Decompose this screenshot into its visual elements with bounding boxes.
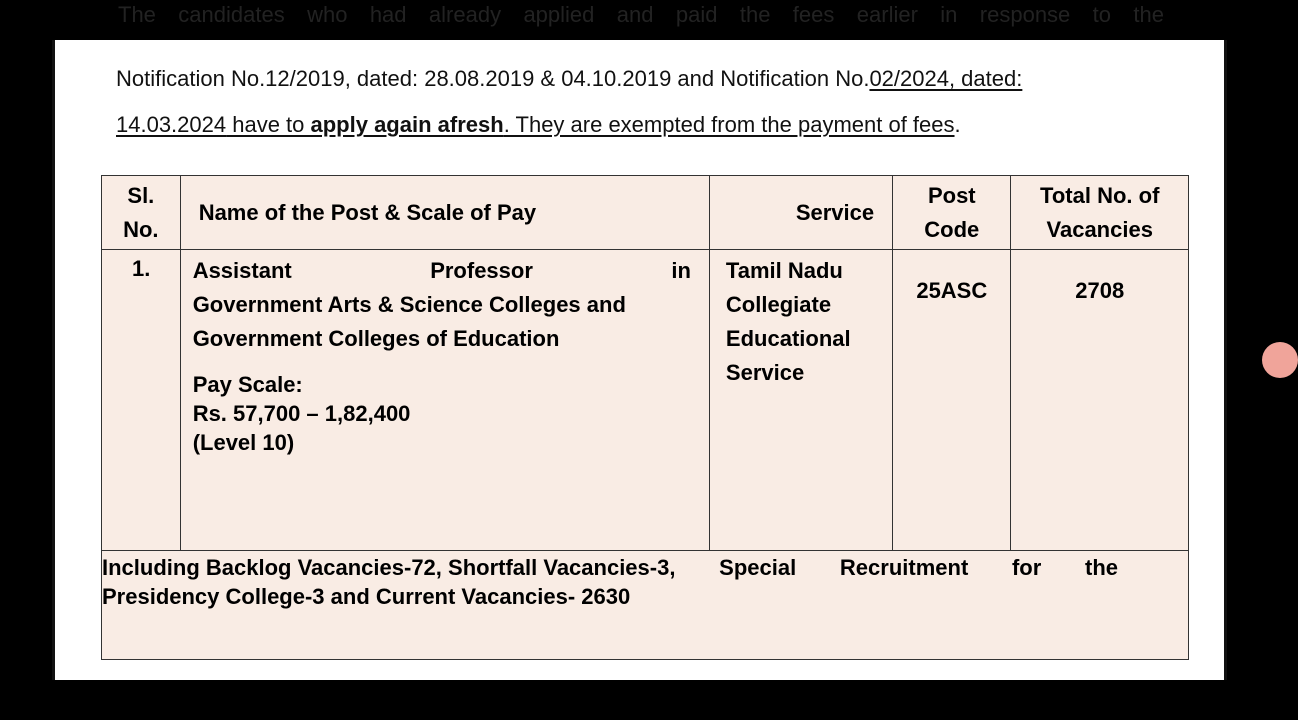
table-row: [102, 250, 1189, 551]
cell-sl-no: 1.: [102, 250, 181, 551]
clipped-text-line: The candidates who had already applied and paid the fees earlier in response to the: [118, 2, 1164, 27]
cell-post-code: 25ASC: [893, 250, 1011, 551]
notification-line-1: Notification No.12/2019, dated: 28.08.2019 & 04.10.2019 and Notification No.02/2024, dated:: [116, 66, 1023, 91]
cell-service: Tamil Nadu Collegiate Educational Service: [709, 250, 892, 551]
header-service: Service: [709, 176, 892, 250]
cell-vacancies: 2708: [1011, 250, 1189, 551]
header-sl-no: Sl. No.: [102, 176, 181, 250]
apply-again-afresh: apply again afresh: [310, 112, 504, 137]
table-header-row: [102, 176, 1189, 250]
page-left-edge: [52, 40, 55, 680]
vacancy-table: [101, 175, 1189, 660]
recording-indicator-dot: [1262, 342, 1298, 378]
table-footer-row: [102, 551, 1189, 660]
notification-02-2024: 02/2024, dated:: [869, 66, 1023, 91]
pay-scale: Pay Scale: Rs. 57,700 – 1,82,400 (Level 10): [192, 372, 411, 455]
page-right-edge: [1224, 40, 1227, 680]
header-post-code: Post Code: [893, 176, 1011, 250]
vacancy-breakdown: Including Backlog Vacancies-72, Shortfall Vacancies-3, Special Recruitment for the Presidency College-3 and Current Vacancies- 2630: [102, 551, 1189, 660]
notification-line-2: 14.03.2024 have to apply again afresh. They are exempted from the payment of fees.: [116, 112, 961, 137]
header-post-name: Name of the Post & Scale of Pay: [180, 176, 709, 250]
cell-post-name: Assistant Professor in Government Arts & Science Colleges and Government Colleges of Education Pay Scale: Rs. 57,700 – 1,82,400 (Level 10): [180, 250, 709, 551]
header-vacancies: Total No. of Vacancies: [1011, 176, 1189, 250]
